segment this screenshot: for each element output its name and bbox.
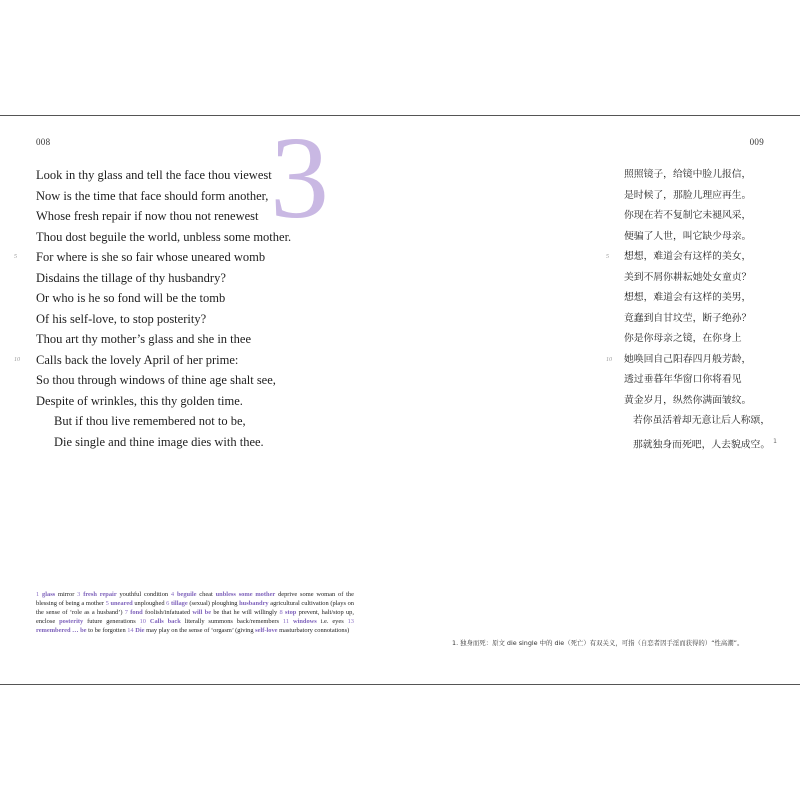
poem-line bbox=[36, 165, 291, 186]
translation-line-text: 那就独身而死吧，人去貌成空。 bbox=[633, 438, 771, 450]
note-line-number: 11 bbox=[282, 618, 290, 625]
note-definition: may play on the sense of ‘orgasm’ (giving bbox=[144, 627, 256, 634]
note-definition: prevent, halt/stop up, enclose bbox=[36, 609, 354, 625]
sonnet-number: 3 bbox=[270, 112, 329, 243]
note-entry bbox=[77, 591, 171, 598]
translation-line bbox=[624, 309, 777, 330]
translation-line bbox=[624, 165, 777, 186]
translation-line-text: 想想，难道会有这样的美男， bbox=[624, 292, 752, 303]
left-page bbox=[0, 112, 400, 684]
translation-line-text: 是时候了，那脸儿理应再生。 bbox=[624, 189, 752, 201]
note-line-number: 13 bbox=[347, 618, 354, 625]
footnote: 1. 独身而死：原文 die single 中的 die（死亡）有双关义，可指（自恋者因手淫而获得的）“性高潮”。 bbox=[452, 639, 744, 647]
note-line-number: 14 bbox=[127, 627, 134, 634]
poem-line-text: Look in thy glass and tell the face thou viewest bbox=[36, 168, 272, 182]
note-term: glass bbox=[42, 591, 56, 598]
translation-line-text: 想想，难道会有这样的美女， bbox=[624, 251, 752, 262]
poem-line bbox=[36, 206, 291, 227]
poem-line bbox=[36, 268, 291, 289]
note-definition: cheat bbox=[196, 591, 216, 598]
note-entry bbox=[283, 618, 348, 625]
translation-line-text: 她唤回自己阳春四月般芳龄， bbox=[624, 353, 752, 365]
note-term: Die bbox=[135, 627, 145, 634]
poem-line bbox=[36, 370, 291, 391]
poem-line-text: Thou dost beguile the world, unbless some mother. bbox=[36, 229, 292, 244]
note-entry bbox=[166, 600, 239, 607]
note-term: tillage bbox=[171, 600, 188, 607]
translation-line bbox=[624, 186, 777, 207]
note-term: posterity bbox=[59, 618, 84, 625]
page-number-right: 009 bbox=[749, 137, 764, 147]
note-term: Calls back bbox=[149, 618, 181, 625]
note-term: will be bbox=[192, 609, 212, 616]
poem-line-text: Die single and thine image dies with thee. bbox=[54, 434, 264, 449]
poem-line-text: Calls back the lovely April of her prime: bbox=[36, 352, 239, 367]
translation-line-text: 透过垂暮年华窗口你将看见 bbox=[624, 374, 742, 385]
translation-line-text: 美到不屑你耕耘她处女童贞？ bbox=[624, 271, 752, 283]
translation-line bbox=[624, 206, 777, 227]
translation-line bbox=[606, 247, 777, 268]
note-term: beguile bbox=[176, 591, 197, 598]
note-line-number: 3 bbox=[77, 591, 81, 598]
note-entry bbox=[125, 609, 193, 616]
page-number-left: 008 bbox=[36, 137, 51, 147]
poem-line bbox=[36, 186, 291, 207]
note-entry bbox=[127, 627, 255, 634]
translation-line-text: 黄金岁月，纵然你满面皱纹。 bbox=[624, 394, 752, 406]
note-line-number: 7 bbox=[124, 609, 128, 616]
poem-line bbox=[36, 227, 291, 248]
translation-line-text: 若你虽活着却无意让后人称颂， bbox=[633, 415, 771, 426]
translation-line bbox=[624, 391, 777, 412]
note-term: husbandry bbox=[239, 600, 269, 607]
poem-line bbox=[36, 329, 291, 350]
note-definition: deprive some woman of the blessing of being a mother bbox=[36, 591, 354, 607]
translation-line bbox=[624, 411, 777, 432]
poem-line-text: Now is the time that face should form another, bbox=[36, 188, 269, 203]
poem-line-text: Or who is he so fond will be the tomb bbox=[36, 291, 226, 305]
note-entry bbox=[171, 591, 216, 598]
poem-line-text: Thou art thy mother’s glass and she in thee bbox=[36, 332, 252, 346]
poem-line bbox=[36, 288, 291, 309]
note-definition: foolish/infatuated bbox=[142, 609, 193, 616]
poem-line-text: For where is she so fair whose uneared womb bbox=[36, 250, 266, 264]
poem-line bbox=[36, 391, 291, 412]
poem-line-text: Despite of wrinkles, this thy golden time. bbox=[36, 393, 243, 408]
note-definition: mirror bbox=[55, 591, 78, 598]
poem-line-text: Disdains the tillage of thy husbandry? bbox=[36, 270, 226, 285]
book-spread bbox=[0, 112, 800, 685]
chinese-translation bbox=[606, 165, 777, 452]
note-term: stop bbox=[284, 609, 297, 616]
note-entry bbox=[255, 627, 349, 634]
poem-line bbox=[14, 350, 291, 371]
poem-line bbox=[36, 432, 291, 453]
poem-line bbox=[36, 411, 291, 432]
poem-line-text: So thou through windows of thine age shalt see, bbox=[36, 373, 276, 387]
note-entry bbox=[140, 618, 283, 625]
note-line-number: 6 bbox=[166, 600, 170, 607]
note-definition: future generations bbox=[83, 618, 140, 625]
translation-line-text: 竟蠢到自甘坟茔，断子绝孙？ bbox=[624, 312, 752, 324]
note-entry bbox=[105, 600, 170, 607]
note-line-number: 4 bbox=[170, 591, 175, 598]
glossary-notes bbox=[36, 590, 354, 635]
translation-line-text: 你现在若不复制它未褪风采， bbox=[624, 210, 752, 221]
translation-line bbox=[624, 288, 777, 309]
translation-line bbox=[624, 227, 777, 248]
translation-line-text: 照照镜子，给镜中脸儿报信， bbox=[624, 169, 752, 180]
note-term: windows bbox=[292, 618, 317, 625]
line-number: 5 bbox=[606, 254, 609, 260]
right-page bbox=[400, 116, 800, 684]
translation-line bbox=[624, 432, 777, 453]
poem-line bbox=[14, 247, 291, 268]
translation-line bbox=[606, 350, 777, 371]
note-line-number: 5 bbox=[105, 600, 109, 607]
note-definition: (sexual) ploughing bbox=[187, 600, 240, 607]
note-line-number: 8 bbox=[279, 609, 283, 616]
translation-line-text: 便骗了人世，叫它缺少母亲。 bbox=[624, 230, 752, 242]
translation-line bbox=[624, 329, 777, 350]
note-definition: unploughed bbox=[132, 600, 167, 607]
note-definition: literally summons back/remembers bbox=[180, 618, 283, 625]
note-definition: be that he will willingly bbox=[211, 609, 280, 616]
note-term: fresh repair bbox=[83, 591, 117, 598]
note-definition: to be forgotten bbox=[86, 627, 128, 634]
poem-line bbox=[36, 309, 291, 330]
note-term: fond bbox=[130, 609, 143, 616]
line-number: 10 bbox=[14, 356, 20, 363]
note-entry bbox=[36, 591, 77, 598]
poem-line-text: Of his self-love, to stop posterity? bbox=[36, 311, 207, 326]
note-definition: masturbatory connotations) bbox=[277, 627, 350, 634]
note-definition: agricultural cultivation (plays on the sense of ‘role as a husband’) bbox=[36, 600, 354, 616]
footnote-reference: 1 bbox=[773, 437, 777, 445]
line-number: 10 bbox=[606, 356, 612, 363]
translation-line bbox=[624, 268, 777, 289]
note-definition: youthful condition bbox=[116, 591, 171, 598]
translation-line-text: 你是你母亲之镜，在你身上 bbox=[624, 333, 742, 344]
line-number: 5 bbox=[14, 254, 17, 260]
note-definition: i.e. eyes bbox=[316, 618, 348, 625]
poem-line-text: But if thou live remembered not to be, bbox=[54, 414, 246, 428]
note-line-number: 10 bbox=[139, 618, 146, 625]
note-entry bbox=[59, 618, 140, 625]
note-entry bbox=[192, 609, 279, 616]
note-term: remembered … be bbox=[36, 627, 87, 634]
note-term: uneared bbox=[110, 600, 133, 607]
english-poem bbox=[14, 165, 292, 452]
note-term: unbless some mother bbox=[215, 591, 276, 598]
note-term: self-love bbox=[255, 627, 278, 634]
translation-line bbox=[624, 370, 777, 391]
poem-line-text: Whose fresh repair if now thou not renewest bbox=[36, 209, 259, 223]
note-line-number: 1 bbox=[36, 591, 40, 598]
